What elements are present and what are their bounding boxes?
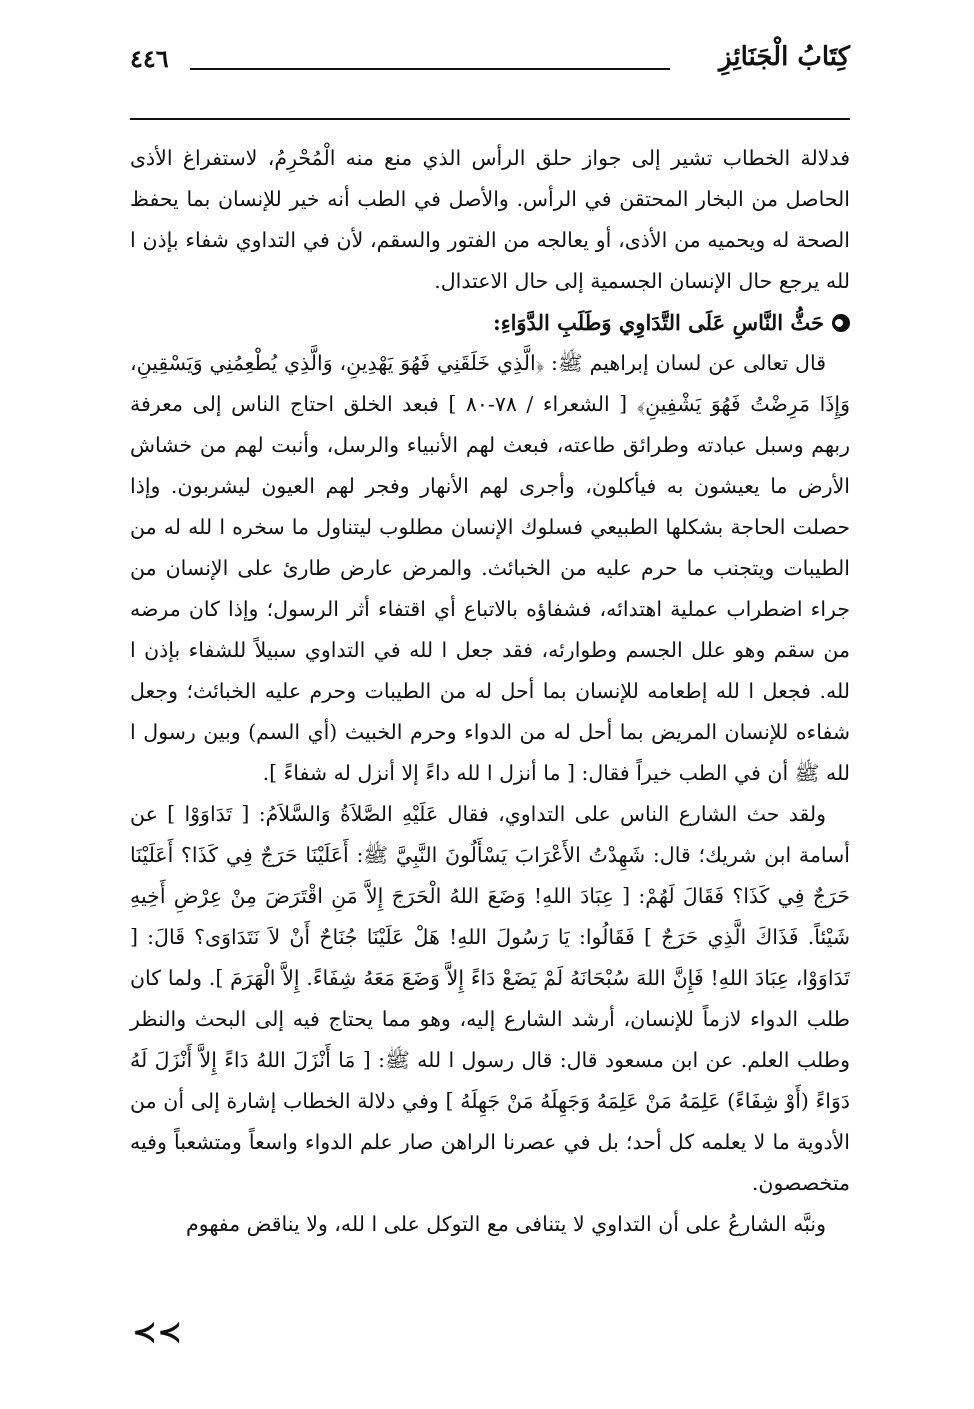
paragraph-tadawaw: ولقد حث الشارع الناس على التداوي، فقال عَلَيْهِ الصَّلاَةُ وَالسَّلاَمُ: [ تَدَاوَوْا ] عن أسامة ابن شريك؛ قال: شَهِدْتُ الأَعْرَابَ يَسْأَلُونَ النَّبِيَّ ﷺ: أَعَلَيْنَا حَرَجٌ فِي كَذَا؟ أَعَلَيْنَا حَرَجٌ فِي كَذَا؟ فَقَالَ لَهُمْ: [ عِبَادَ اللهِ! وَضَعَ اللهُ الْحَرَجَ إِلاَّ مَنِ اقْتَرَضَ مِنْ عِرْضِ أَخِيهِ شَيْئاً. فَذَاكَ الَّذِي حَرَجٌ ] فَقَالُوا: يَا رَسُولَ اللهِ! هَلْ عَلَيْنَا جُنَاحٌ أَنْ لاَ نَتَدَاوَى؟ قَالَ: [ تَدَاوَوْا، عِبَادَ اللهِ! فَإِنَّ اللهَ سُبْحَانَهُ لَمْ يَضَعْ دَاءً إِلاَّ وَضَعَ مَعَهُ شِفَاءً. إِلاَّ الْهَرَمَ ]. ولما كان طلب الدواء لازماً للإنسان، أرشد الشارع إليه، وهو مما يحتاج فيه إلى البحث والنظر وطلب العلم. عن ابن مسعود قال: قال رسول ا لله ﷺ: [ مَا أَنْزَلَ اللهُ دَاءً إِلاَّ أَنْزَلَ لَهُ دَوَاءً (أَوْ شِفَاءً) عَلِمَهُ مَنْ عَلِمَهُ وَجَهِلَهُ مَنْ جَهِلَهُ ] وفي دلالة الخطاب إشارة إلى أن من الأدوية ما لا يعلمه كل أحد؛ بل في عصرنا الراهن صار علم الدواء واسعاً ومتشعباً وفيه متخصصون.	[130, 802, 850, 1195]
paragraph-intro: فدلالة الخطاب تشير إلى جواز حلق الرأس الذي منع منه الْمُحْرِمُ، لاستفراغ الأذى الحاصل من البخار المحتقن في الرأس. والأصل في الطب أنه خير للإنسان بما يحفظ الصحة له ويحميه من الأذى، أو يعالجه من الفتور والسقم، لأن في التداوي شفاء بإذن ا لله يرجع حال الإنسان الجسمية إلى حال الاعتدال.	[130, 146, 850, 293]
paragraph-ibrahim: قال تعالى عن لسان إبراهيم ﷺ: ﴿الَّذِي خَلَقَنِي فَهُوَ يَهْدِينِ، وَالَّذِي يُطْعِمُنِي وَيَسْقِينِ، وَإِذَا مَرِضْتُ فَهُوَ يَشْفِينِ﴾ [ الشعراء / ٧٨-٨٠ ] فبعد الخلق احتاج الناس إلى معرفة ربهم وسبل عبادته وطرائق طاعته، فبعث لهم الأنبياء والرسل، وأنبت لهم من خشاش الأرض ما يعيشون به فيأكلون، وأجرى لهم الأنهار وفجر لهم العيون ليشربون. وإذا حصلت الحاجة بشكلها الطبيعي فسلوك الإنسان مطلوب ليتناول ما سخره ا لله له من الطيبات ويتجنب ما حرم عليه من الخبائث. والمرض عارض طارئ على الإنسان من جراء اضطراب عملية اهتدائه، فشفاؤه بالاتباع أي اقتفاء أثر الرسول؛ وإذا كان مرضه من سقم وهو علل الجسم وطوارئه، فقد جعل ا لله في التداوي سبيلاً للشفاء بإذن ا لله. فجعل ا لله إطعامه للإنسان بما أحل له من الطيبات وحرم عليه الخبائث؛ وجعل شفاءه للإنسان المريض بما أحل له من الدواء وحرم الخبيث (أي السم) وبين رسول ا لله ﷺ أن في الطب خيراً فقال: [ ما أنزل ا لله داءً إلا أنزل له شفاءً ].	[130, 351, 850, 785]
page-header	[130, 38, 850, 78]
page-number: ٤٤٦	[130, 44, 169, 73]
section-heading-text: حَثُّ النَّاسِ عَلَى التَّدَاوِي وَطَلَبِ الدَّوَاءِ:	[492, 310, 824, 335]
paragraph-tawakkul: ونبَّه الشارعُ على أن التداوي لا يتنافى مع التوكل على ا لله، ولا يناقض مفهوم	[186, 1212, 826, 1236]
header-divider	[130, 118, 850, 120]
section-heading	[130, 302, 850, 343]
chapter-title: كِتَابُ الْجَنَائِزِ	[719, 42, 850, 72]
page-body	[130, 138, 850, 1245]
continue-arrows-icon: ≺≺	[132, 1315, 183, 1350]
header-line	[190, 68, 670, 70]
bullet-icon	[832, 314, 850, 332]
